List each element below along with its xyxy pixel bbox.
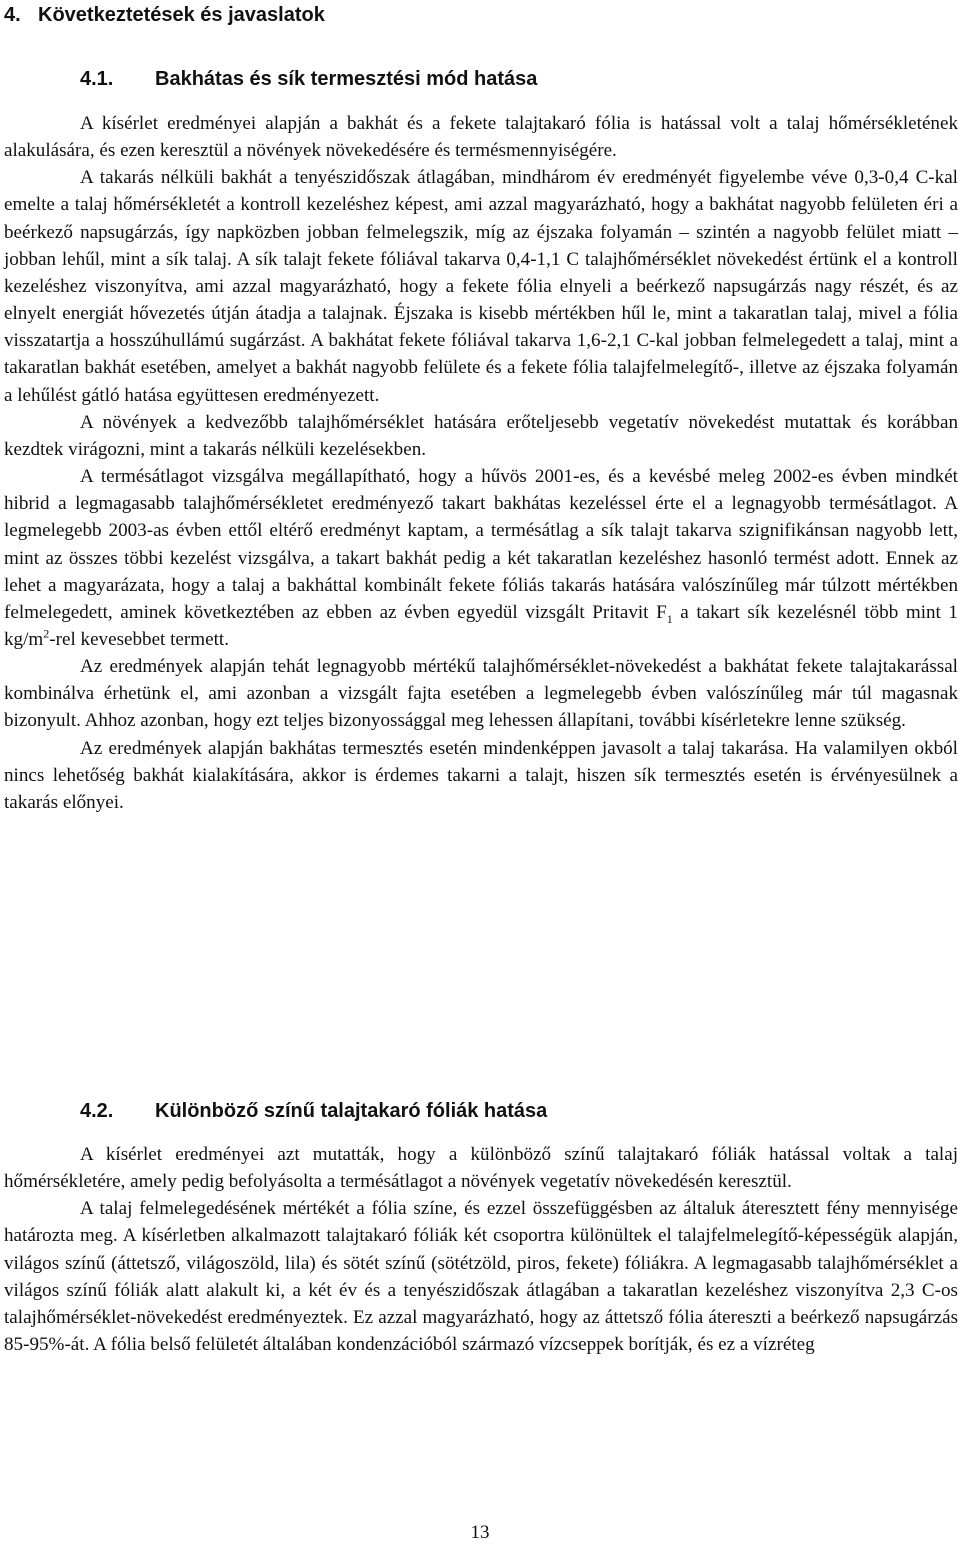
page-number: 13 xyxy=(470,1522,490,1543)
paragraph-text: a takart sík kezelésnél több mint 1 kg/m xyxy=(4,601,958,650)
section-number: 4.2. xyxy=(80,1100,114,1122)
chapter-number: 4. xyxy=(4,4,21,26)
section-body-4-1 xyxy=(4,110,958,816)
chapter-title: Következtetések és javaslatok xyxy=(38,4,325,26)
paragraph xyxy=(4,463,958,653)
section-body-4-2 xyxy=(4,1141,958,1358)
paragraph: Az eredmények alapján tehát legnagyobb mértékű talajhőmérséklet-növekedést a bakhátat fekete talajtakarással kombinálva érhetünk el, ami azonban a vizsgált fajta esetében a legmelegebb évben valószínűleg már túl magasnak bizonyult. Ahhoz azonban, hogy ezt teljes bizonyossággal meg lehessen állapítani, további kísérletekre lenne szükség. xyxy=(4,656,958,732)
paragraph: A talaj felmelegedésének mértékét a fólia színe, és ezzel összefüggésben az általuk áteresztett fény mennyisége határozta meg. A kísérletben alkalmazott talajtakaró fóliák két csoportra különültek el talajfelmelegítő-képességük alapján, világos színű (áttetsző, világoszöld, lila) és sötét színű (sötétzöld, piros, fekete) fóliákra. A legmagasabb talajhőmérséklet a világos színű fóliák alatt alakult ki, a két év és a tenyészidőszak átlagában a takaratlan kezeléshez viszonyítva 2,3 C-os talajhőmérséklet-növekedést eredményeztek. Ez azzal magyarázható, hogy az áttetsző fólia átereszti a beérkező napsugárzás 85-95%-át. A fólia belső felületét általában kondenzációból származó vízcseppek borítják, és ez a vízréteg xyxy=(4,1198,958,1356)
paragraph-text: A termésátlagot vizsgálva megállapítható, hogy a hűvös 2001-es, és a kevésbé meleg 2002-es évben mindkét hibrid a legmagasabb talajhőmérsékletet eredményező takart bakhátas kezeléssel érte el a legnagyobb termésátlagot. A legmelegebb 2003-as évben ettől eltérő eredményt kaptam, a termésátlag a sík talajt takarva szignifikánsan nagyobb lett, mint az összes többi kezelést vizsgálva, a takart bakhát pedig a két takaratlan kezeléshez hasonló termést adott. Ennek az lehet a magyarázata, hogy a talaj a bakháttal kombinált fekete fóliás takarás hatására valószínűleg már túlzott mértékben felmelegedett, aminek következtében az ebben az évben egyedül vizsgált Pritavit F xyxy=(4,466,958,623)
section-heading-4-1 xyxy=(80,68,537,91)
section-heading-4-2 xyxy=(80,1100,547,1123)
section-number: 4.1. xyxy=(80,68,114,90)
paragraph-text: -rel kevesebbet termett. xyxy=(49,628,229,650)
chapter-heading xyxy=(4,4,325,27)
paragraph: A takarás nélküli bakhát a tenyészidőszak átlagában, mindhárom év eredményét figyelembe véve 0,3-0,4 C-kal emelte a talaj hőmérsékletét a kontroll kezeléshez képest, ami azzal magyarázható, hogy a bakhátat nagyobb felületen éri a beérkező napsugárzás, így napközben jobban felmelegszik, míg az éjszaka folyamán – szintén a nagyobb felület miatt – jobban lehűl, mint a sík talaj. A sík talajt fekete fóliával takarva 0,4-1,1 C talajhőmérséklet növekedést értünk el a kontroll kezeléshez viszonyítva, ami azzal magyarázható, hogy a fekete fólia elnyeli a beérkező napsugárzás nagy részét, és az elnyelt energiát hővezetés útján átadja a talajnak. Éjszaka is kisebb mértékben hűl le, mint a takaratlan talaj, mivel a fólia visszatartja a hosszúhullámú sugárzást. A bakhátat fekete fóliával takarva 1,6-2,1 C-kal jobban felmelegedett a talaj, mint a takaratlan bakhát esetében, amelyet a bakhát nagyobb felülete és a fekete fólia talajfelmelegítő-, illetve az éjszaka folyamán a lehűlést gátló hatása együttesen eredményezett. xyxy=(4,167,958,406)
paragraph: A kísérlet eredményei alapján a bakhát és a fekete talajtakaró fólia is hatással volt a talaj hőmérsékletének alakulására, és ezen keresztül a növények növekedésére és termésmennyiségére. xyxy=(4,113,958,162)
paragraph: A növények a kedvezőbb talajhőmérséklet hatására erőteljesebb vegetatív növekedést mutattak és korábban kezdtek virágozni, mint a takarás nélküli kezelésekben. xyxy=(4,411,958,460)
section-title: Bakhátas és sík termesztési mód hatása xyxy=(155,68,538,90)
superscript: 2 xyxy=(43,626,50,641)
subscript: 1 xyxy=(666,611,673,626)
paragraph: A kísérlet eredményei azt mutatták, hogy a különböző színű talajtakaró fóliák hatással voltak a talaj hőmérsékletére, amely pedig befolyásolta a termésátlagot a növények vegetatív növekedésén keresztül. xyxy=(4,1144,958,1193)
section-title: Különböző színű talajtakaró fóliák hatása xyxy=(155,1100,548,1122)
paragraph: Az eredmények alapján bakhátas termesztés esetén mindenképpen javasolt a talaj takarása. Ha valamilyen okból nincs lehetőség bakhát kialakítására, akkor is érdemes takarni a talajt, hiszen sík termesztés esetén is érvényesülnek a takarás előnyei. xyxy=(4,737,958,813)
